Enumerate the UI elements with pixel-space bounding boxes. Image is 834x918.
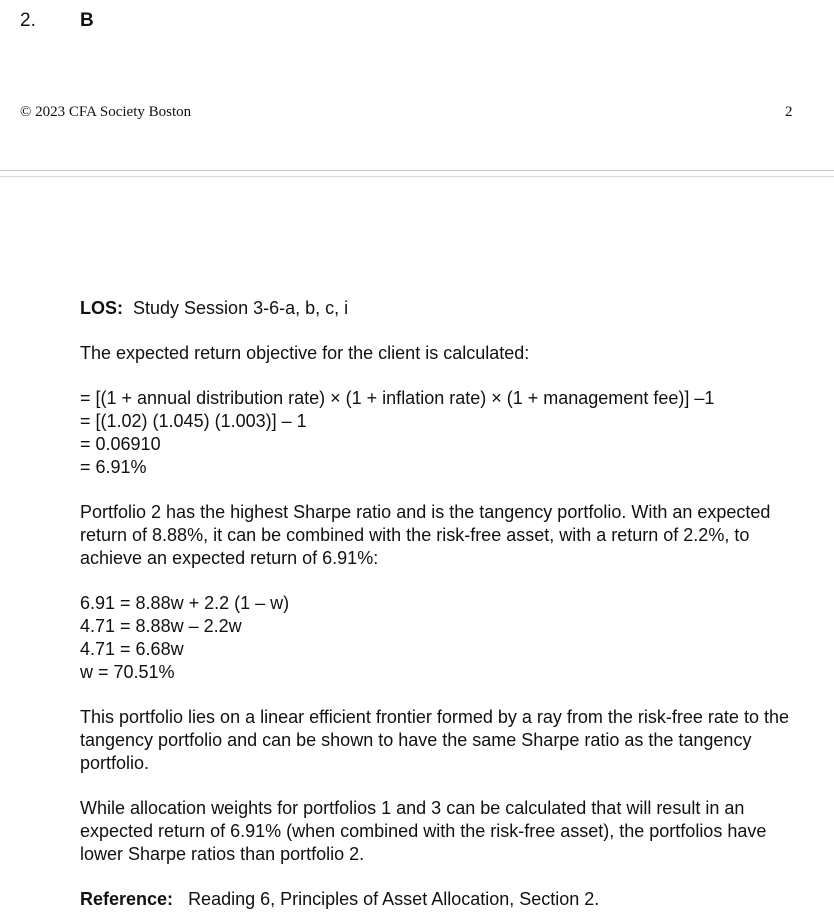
- formula-line: = 6.91%: [80, 457, 147, 477]
- tangency-paragraph: Portfolio 2 has the highest Sharpe ratio and is the tangency portfolio. With an expected return of 8.88%, it can be combined with the risk-free asset, with a return of 2.2%, to achieve an expected return of 6.91%:: [80, 502, 771, 568]
- answer-explanation: [80, 297, 810, 911]
- equation-line: w = 70.51%: [80, 662, 175, 682]
- reference-label: Reference:: [80, 889, 174, 909]
- los-label: LOS:: [80, 298, 123, 318]
- page-break-divider: [0, 170, 834, 171]
- los-line: [80, 297, 810, 320]
- equation-line: 4.71 = 8.88w – 2.2w: [80, 616, 242, 636]
- los-text: Study Session 3-6-a, b, c, i: [133, 298, 349, 318]
- reference-line: [80, 888, 810, 911]
- answer-letter: B: [80, 10, 94, 31]
- question-number: 2.: [20, 10, 36, 31]
- copyright-footer: © 2023 CFA Society Boston: [20, 104, 192, 120]
- other-portfolios-paragraph: While allocation weights for portfolios 1 and 3 can be calculated that will result in an expected return of 6.91% (when combined with the risk-free asset), the portfolios have lower Sharpe ratios than portfolio 2.: [80, 798, 767, 864]
- frontier-paragraph: This portfolio lies on a linear efficient frontier formed by a ray from the risk-free rate to the tangency portfolio and can be shown to have the same Sharpe ratio as the tangency portfolio.: [80, 707, 789, 773]
- formula-line: = [(1.02) (1.045) (1.003)] – 1: [80, 411, 307, 431]
- formula-line: = 0.06910: [80, 434, 161, 454]
- equation-line: 6.91 = 8.88w + 2.2 (1 – w): [80, 593, 290, 613]
- page-break-divider-secondary: [0, 176, 834, 177]
- reference-text: Reading 6, Principles of Asset Allocation, Section 2.: [188, 889, 600, 909]
- intro-text: The expected return objective for the client is calculated:: [80, 343, 530, 363]
- equation-line: 4.71 = 6.68w: [80, 639, 184, 659]
- formula-line: = [(1 + annual distribution rate) × (1 + inflation rate) × (1 + management fee)] –1: [80, 388, 715, 408]
- page-number: 2: [785, 104, 793, 120]
